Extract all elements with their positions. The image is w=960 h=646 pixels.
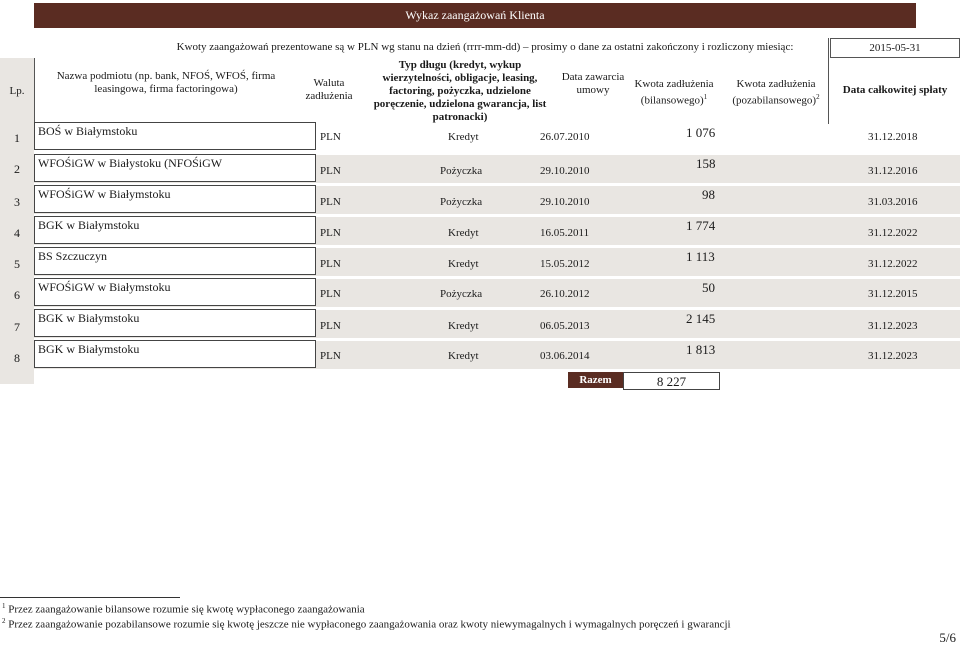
row-type: Pożyczka bbox=[440, 196, 483, 208]
row-date: 15.05.2012 bbox=[540, 258, 590, 270]
row-name: WFOŚiGW w Białymstoku bbox=[38, 280, 171, 294]
row-amount: 1 774 bbox=[686, 218, 716, 233]
row-lp: 7 bbox=[14, 320, 20, 334]
row-repay: 31.12.2022 bbox=[868, 258, 918, 270]
footnote-1 bbox=[2, 602, 365, 616]
row-currency: PLN bbox=[320, 196, 341, 208]
table-title: Wykaz zaangażowań Klienta bbox=[34, 3, 916, 28]
row-name: WFOŚiGW w Białymstoku bbox=[38, 187, 171, 201]
row-date: 26.07.2010 bbox=[540, 131, 590, 143]
amounts-note: Kwoty zaangażowań prezentowane są w PLN wg stanu na dzień (rrrr-mm-dd) – prosimy o dane za ostatni zakończony i rozliczony miesiąc: bbox=[176, 41, 794, 53]
row-type: Kredyt bbox=[448, 350, 479, 362]
row-currency: PLN bbox=[320, 288, 341, 300]
row-date: 29.10.2010 bbox=[540, 165, 590, 177]
row-name: WFOŚiGW w Białystoku (NFOŚiGW bbox=[38, 156, 223, 170]
row-amount: 50 bbox=[702, 280, 715, 295]
row-name: BS Szczuczyn bbox=[38, 249, 107, 263]
row-type: Kredyt bbox=[448, 320, 479, 332]
row-name: BGK w Białymstoku bbox=[38, 218, 140, 232]
header-repayment-date: Data całkowitej spłaty bbox=[842, 84, 948, 96]
footnote-divider bbox=[0, 597, 180, 598]
header-divider bbox=[828, 38, 829, 124]
page-number: 5/6 bbox=[939, 630, 956, 645]
row-date: 03.06.2014 bbox=[540, 350, 590, 362]
row-currency: PLN bbox=[320, 165, 341, 177]
report-date-field[interactable]: 2015-05-31 bbox=[830, 38, 960, 58]
row-amount: 2 145 bbox=[686, 311, 716, 326]
header-divider bbox=[34, 58, 35, 124]
row-amount: 1 113 bbox=[686, 249, 715, 264]
row-name: BGK w Białymstoku bbox=[38, 311, 140, 325]
row-lp: 4 bbox=[14, 226, 20, 240]
footnote-1-text: Przez zaangażowanie bilansowe rozumie się kwotę wypłaconego zaangażowania bbox=[8, 603, 365, 616]
header-lp: Lp. bbox=[9, 85, 25, 97]
row-date: 16.05.2011 bbox=[540, 227, 590, 239]
row-lp: 8 bbox=[14, 351, 20, 365]
total-label: Razem bbox=[568, 372, 623, 388]
row-amount: 98 bbox=[702, 187, 715, 202]
row-repay: 31.12.2023 bbox=[868, 350, 918, 362]
row-type: Pożyczka bbox=[440, 288, 483, 300]
row-amount: 1 076 bbox=[686, 125, 716, 140]
header-off-balance bbox=[724, 78, 828, 108]
header-off-balance-sup: 2 bbox=[816, 93, 820, 101]
row-currency: PLN bbox=[320, 350, 341, 362]
header-on-balance-sup: 1 bbox=[703, 93, 708, 101]
header-on-balance-label: Kwota zadłużenia (bilansowego) bbox=[634, 78, 714, 107]
row-date: 06.05.2013 bbox=[540, 320, 590, 332]
row-currency: PLN bbox=[320, 131, 341, 143]
footnote-2-sup: 2 bbox=[2, 617, 6, 625]
footnote-2 bbox=[2, 617, 731, 631]
row-repay: 31.12.2015 bbox=[868, 288, 918, 300]
header-debt-type: Typ długu (kredyt, wykup wierzytelności, obligacje, leasing, factoring, pożyczka, udzielone poręczenie, udzielona gwarancja, list patronacki) bbox=[373, 59, 547, 123]
header-contract-date: Data zawarcia umowy bbox=[561, 71, 625, 96]
row-name: BOŚ w Białymstoku bbox=[38, 124, 138, 138]
row-repay: 31.12.2023 bbox=[868, 320, 918, 332]
row-amount: 158 bbox=[696, 156, 716, 171]
header-currency: Waluta zadłużenia bbox=[305, 77, 353, 102]
row-lp: 3 bbox=[14, 195, 20, 209]
row-lp: 5 bbox=[14, 257, 20, 271]
row-currency: PLN bbox=[320, 320, 341, 332]
row-amount: 1 813 bbox=[686, 342, 716, 357]
row-type: Kredyt bbox=[448, 258, 479, 270]
row-repay: 31.12.2022 bbox=[868, 227, 918, 239]
row-lp: 6 bbox=[14, 288, 20, 302]
footnote-2-text: Przez zaangażowanie pozabilansowe rozumie się kwotę jeszcze nie wypłaconego zaangażowania oraz kwoty niewymagalnych i wymagalnych poręczeń i gwarancji bbox=[8, 618, 731, 631]
header-name: Nazwa podmiotu (np. bank, NFOŚ, WFOŚ, firma leasingowa, firma factoringowa) bbox=[56, 70, 276, 95]
row-currency: PLN bbox=[320, 258, 341, 270]
row-type: Kredyt bbox=[448, 131, 479, 143]
header-on-balance bbox=[624, 78, 724, 108]
header-off-balance-label: Kwota zadłużenia (pozabilansowego) bbox=[732, 78, 817, 107]
row-name: BGK w Białymstoku bbox=[38, 342, 140, 356]
row-lp: 1 bbox=[14, 131, 20, 145]
row-repay: 31.03.2016 bbox=[868, 196, 918, 208]
row-date: 29.10.2010 bbox=[540, 196, 590, 208]
row-currency: PLN bbox=[320, 227, 341, 239]
total-value: 8 227 bbox=[623, 372, 720, 390]
footnote-1-sup: 1 bbox=[2, 602, 6, 610]
row-repay: 31.12.2018 bbox=[868, 131, 918, 143]
row-type: Kredyt bbox=[448, 227, 479, 239]
lp-column bbox=[0, 58, 34, 384]
row-type: Pożyczka bbox=[440, 165, 483, 177]
row-lp: 2 bbox=[14, 162, 20, 176]
row-date: 26.10.2012 bbox=[540, 288, 590, 300]
row-repay: 31.12.2016 bbox=[868, 165, 918, 177]
